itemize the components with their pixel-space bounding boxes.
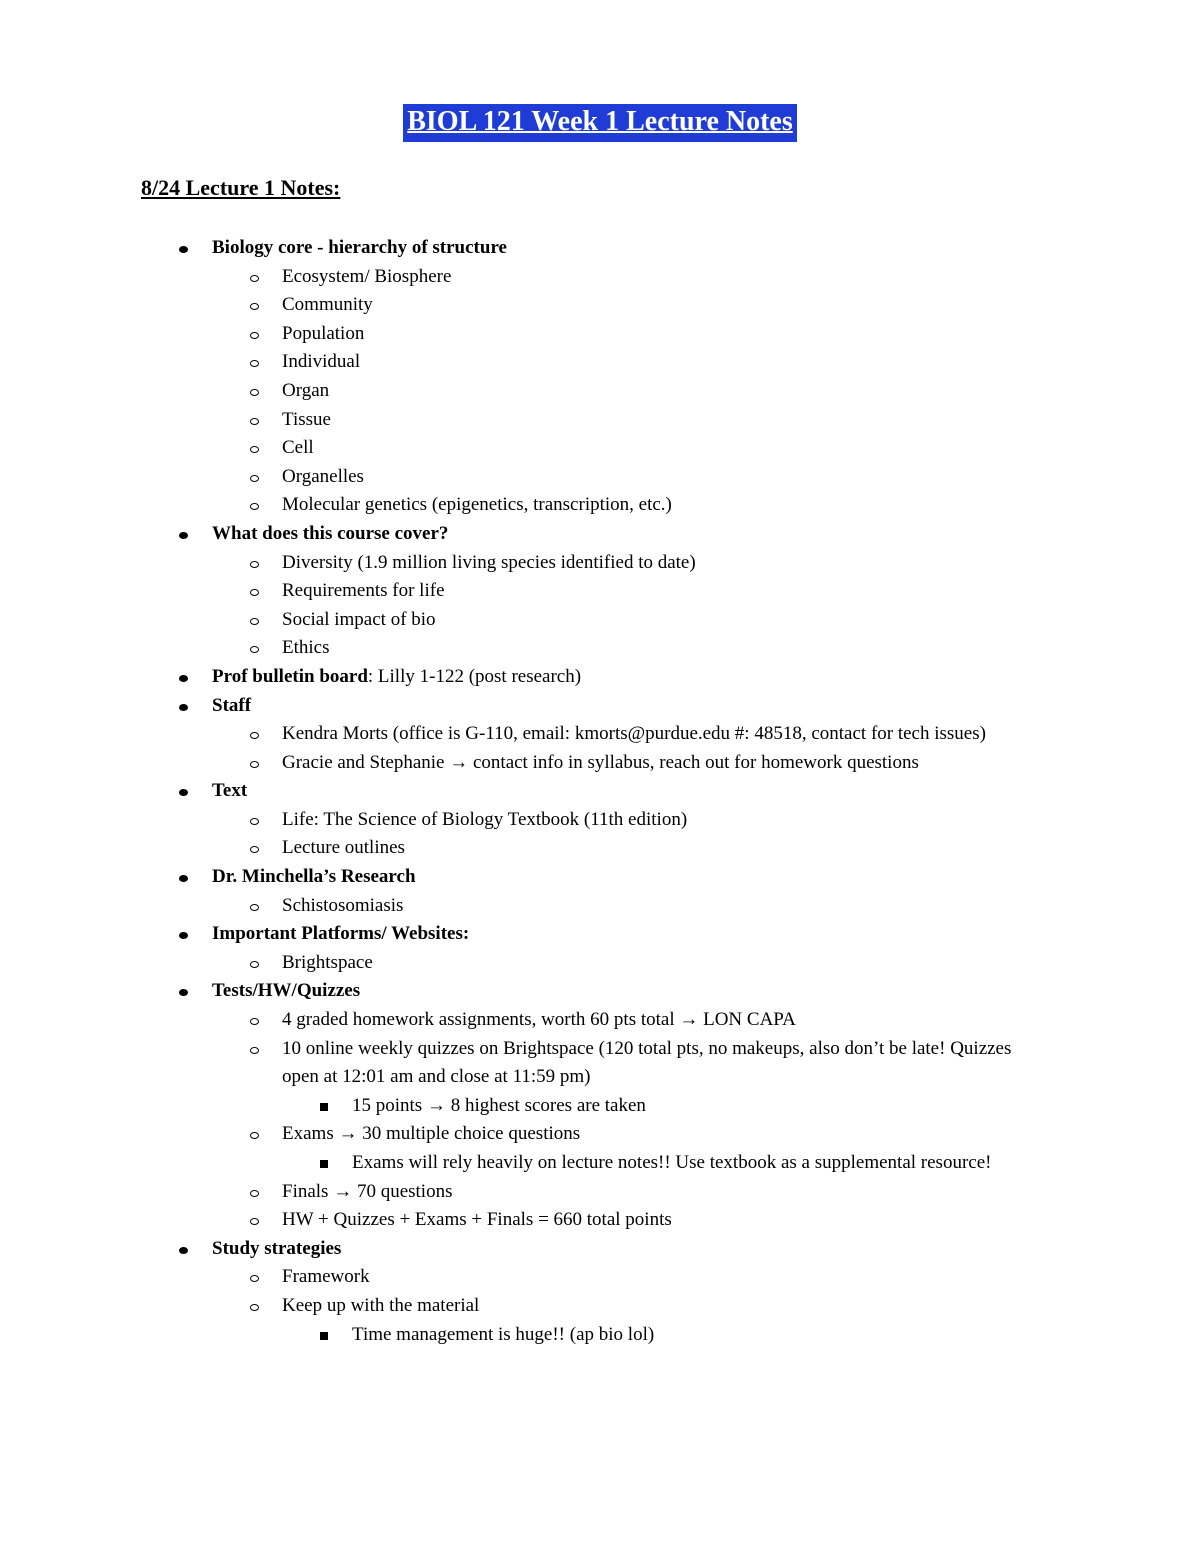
circle-bullet-icon: [239, 1206, 269, 1235]
list-item-text: [212, 977, 1200, 1006]
disc-bullet-icon: [168, 977, 198, 1006]
list-item-plain-text: Lecture outlines: [282, 837, 405, 859]
list-item: [0, 1092, 1200, 1121]
list-item-bold-text: Text: [212, 780, 248, 802]
list-item-text: [282, 348, 1042, 377]
list-item: [0, 406, 1200, 435]
list-item-text: [282, 291, 1042, 320]
list-item-plain-text: Diversity (1.9 million living species identified to date): [282, 551, 696, 573]
list-item-bold-text: Dr. Minchella’s Research: [212, 866, 416, 888]
list-item: [0, 834, 1200, 863]
list-item-text: [282, 1120, 1042, 1149]
square-bullet-icon: [309, 1321, 339, 1350]
list-item-plain-text: Organ: [282, 379, 330, 401]
list-item: [0, 1006, 1200, 1035]
title-wrap: [0, 104, 1200, 142]
bullet-mark: [179, 875, 188, 882]
list-item-plain-text: Requirements for life: [282, 580, 445, 602]
circle-bullet-icon: [239, 1292, 269, 1321]
circle-bullet-icon: [239, 463, 269, 492]
list-item-text: [282, 491, 1042, 520]
circle-bullet-icon: [239, 406, 269, 435]
list-item-text: [212, 234, 1200, 263]
list-item: [0, 720, 1200, 749]
list-item-text: [282, 720, 1042, 749]
list-item-text: [282, 434, 1042, 463]
list-item-plain-text: Ethics: [282, 637, 330, 659]
list-item-plain-text: Exams will rely heavily on lecture notes!! Use textbook as a supplemental resource!: [352, 1152, 992, 1173]
bullet-mark: [250, 389, 259, 396]
circle-bullet-icon: [239, 263, 269, 292]
list-item-plain-text: Brightspace: [282, 951, 373, 973]
square-bullet-icon: [309, 1092, 339, 1121]
disc-bullet-icon: [168, 520, 198, 549]
list-item: [0, 863, 1200, 892]
list-item-plain-text: Kendra Morts (office is G-110, email: kmorts@purdue.edu #: 48518, contact for tech issues): [282, 723, 986, 745]
list-item: [0, 1178, 1200, 1207]
list-item-plain-text: 10 online weekly quizzes on Brightspace (120 total pts, no makeups, also don’t be late! Quizzes open at 12:01 am and close at 11:59 pm): [282, 1037, 1012, 1088]
bullet-mark: [250, 503, 259, 510]
bullet-mark: [250, 418, 259, 425]
list-item: [0, 1292, 1200, 1321]
list-item-text: [282, 606, 1042, 635]
list-item-plain-text: Population: [282, 322, 365, 344]
list-item-plain-text: Keep up with the material: [282, 1294, 480, 1316]
list-item-plain-text: Social impact of bio: [282, 608, 436, 630]
bullet-mark: [250, 475, 259, 482]
list-item: [0, 663, 1200, 692]
bullet-mark: [250, 589, 259, 596]
bullet-mark: [179, 246, 188, 253]
list-item-text: [282, 549, 1042, 578]
list-item-plain-text: Ecosystem/ Biosphere: [282, 265, 452, 287]
bullet-mark: [250, 646, 259, 653]
bullet-mark: [250, 1018, 259, 1025]
list-item: [0, 777, 1200, 806]
list-item-plain-text: 4 graded homework assignments, worth 60 pts total → LON CAPA: [282, 1009, 796, 1031]
circle-bullet-icon: [239, 720, 269, 749]
list-item: [0, 806, 1200, 835]
bullet-mark: [250, 1132, 259, 1139]
list-item-text: [282, 949, 1042, 978]
list-item: [0, 1235, 1200, 1264]
list-item-text: [282, 1292, 1042, 1321]
list-item-text: [282, 377, 1042, 406]
bullet-mark: [179, 1247, 188, 1254]
list-item-plain-text: 15 points → 8 highest scores are taken: [352, 1094, 646, 1116]
list-item-text: [282, 577, 1042, 606]
list-item: [0, 606, 1200, 635]
circle-bullet-icon: [239, 348, 269, 377]
disc-bullet-icon: [168, 234, 198, 263]
circle-bullet-icon: [239, 749, 269, 778]
list-item: [0, 234, 1200, 263]
list-item: [0, 977, 1200, 1006]
circle-bullet-icon: [239, 606, 269, 635]
list-item-text: [212, 1235, 1200, 1264]
list-item: [0, 263, 1200, 292]
bullet-mark: [250, 1218, 259, 1225]
list-item-plain-text: Framework: [282, 1266, 370, 1288]
bullet-mark: [179, 675, 188, 682]
list-item-plain-text: Exams → 30 multiple choice questions: [282, 1123, 581, 1145]
bullet-mark: [250, 1190, 259, 1197]
list-item: [0, 577, 1200, 606]
circle-bullet-icon: [239, 1178, 269, 1207]
list-item-bold-text: Tests/HW/Quizzes: [212, 980, 361, 1002]
circle-bullet-icon: [239, 377, 269, 406]
list-item-bold-text: Important Platforms/ Websites:: [212, 923, 470, 945]
list-item: [0, 1149, 1200, 1178]
bullet-mark: [250, 732, 259, 739]
list-item-plain-text: Time management is huge!! (ap bio lol): [352, 1323, 655, 1345]
disc-bullet-icon: [168, 777, 198, 806]
list-item: [0, 1206, 1200, 1235]
list-item-plain-text: HW + Quizzes + Exams + Finals = 660 total points: [282, 1209, 672, 1231]
list-item-text: [282, 806, 1042, 835]
list-item-plain-text: Organelles: [282, 465, 364, 487]
circle-bullet-icon: [239, 1035, 269, 1064]
list-item-plain-text: Gracie and Stephanie → contact info in syllabus, reach out for homework questions: [282, 751, 919, 773]
bullet-mark: [179, 932, 188, 939]
list-item: [0, 634, 1200, 663]
bullet-mark: [250, 818, 259, 825]
circle-bullet-icon: [239, 834, 269, 863]
circle-bullet-icon: [239, 577, 269, 606]
circle-bullet-icon: [239, 634, 269, 663]
circle-bullet-icon: [239, 320, 269, 349]
bullet-mark: [250, 360, 259, 367]
list-item-plain-text: Individual: [282, 351, 361, 373]
list-item-text: [212, 663, 1200, 692]
list-item-plain-text: Schistosomiasis: [282, 894, 404, 916]
list-item: [0, 692, 1200, 721]
bullet-mark: [320, 1103, 328, 1111]
list-item: [0, 920, 1200, 949]
bullet-mark: [320, 1160, 328, 1168]
list-item-text: [212, 920, 1200, 949]
disc-bullet-icon: [168, 863, 198, 892]
bullet-mark: [250, 1304, 259, 1311]
bullet-mark: [250, 618, 259, 625]
bullet-mark: [250, 275, 259, 282]
list-item-text: [352, 1149, 1012, 1178]
circle-bullet-icon: [239, 1263, 269, 1292]
list-item-plain-text: Molecular genetics (epigenetics, transcription, etc.): [282, 494, 672, 516]
bullet-mark: [250, 761, 259, 768]
list-item-text: [212, 777, 1200, 806]
list-item-bold-text: Biology core - hierarchy of structure: [212, 237, 507, 258]
list-item: [0, 320, 1200, 349]
square-bullet-icon: [309, 1149, 339, 1178]
list-item: [0, 520, 1200, 549]
list-item: [0, 377, 1200, 406]
bullet-mark: [179, 989, 188, 996]
list-item: [0, 434, 1200, 463]
list-item-text: [282, 834, 1042, 863]
circle-bullet-icon: [239, 892, 269, 921]
list-item-text: [282, 634, 1042, 663]
circle-bullet-icon: [239, 491, 269, 520]
list-item-text: [282, 1178, 1042, 1207]
list-item-text: [282, 463, 1042, 492]
bullet-mark: [250, 961, 259, 968]
bullet-mark: [250, 561, 259, 568]
document-title: [403, 104, 797, 142]
list-item: [0, 491, 1200, 520]
bullet-mark: [320, 1332, 328, 1340]
bullet-mark: [250, 904, 259, 911]
section-heading: 8/24 Lecture 1 Notes:: [141, 175, 341, 200]
list-item-text: [282, 892, 1042, 921]
list-item-text: [212, 863, 1200, 892]
list-item-plain-text: Community: [282, 294, 373, 316]
list-item-text: [352, 1321, 1012, 1350]
circle-bullet-icon: [239, 1006, 269, 1035]
circle-bullet-icon: [239, 291, 269, 320]
bullet-mark: [250, 332, 259, 339]
disc-bullet-icon: [168, 663, 198, 692]
circle-bullet-icon: [239, 549, 269, 578]
disc-bullet-icon: [168, 692, 198, 721]
list-item-plain-text: Finals → 70 questions: [282, 1180, 453, 1202]
document-title-text: BIOL 121 Week 1 Lecture Notes: [407, 106, 793, 137]
bullet-mark: [250, 1275, 259, 1282]
circle-bullet-icon: [239, 949, 269, 978]
list-item: [0, 549, 1200, 578]
list-item-bold-text: Study strategies: [212, 1237, 342, 1259]
list-item: [0, 348, 1200, 377]
list-item: [0, 1321, 1200, 1350]
list-item-text: [282, 1035, 1042, 1092]
list-item: [0, 1120, 1200, 1149]
list-item-text: [282, 749, 1042, 778]
list-item-bold-text: Staff: [212, 694, 252, 716]
list-item: [0, 949, 1200, 978]
bullet-mark: [179, 532, 188, 539]
list-item-plain-text: Tissue: [282, 408, 331, 430]
list-item-text: [282, 1206, 1042, 1235]
list-item-text: [212, 520, 1200, 549]
notes-list: [0, 234, 1200, 1349]
list-item-text: [282, 320, 1042, 349]
list-item-plain-text: Life: The Science of Biology Textbook (11th edition): [282, 808, 688, 830]
bullet-mark: [179, 789, 188, 796]
list-item: [0, 1263, 1200, 1292]
list-item-plain-text: : Lilly 1-122 (post research): [367, 665, 582, 687]
bullet-mark: [250, 1047, 259, 1054]
bullet-mark: [250, 446, 259, 453]
circle-bullet-icon: [239, 434, 269, 463]
bullet-mark: [179, 704, 188, 711]
list-item-text: [282, 1006, 1042, 1035]
list-item: [0, 892, 1200, 921]
list-item-text: [212, 692, 1200, 721]
list-item-bold-text: What does this course cover?: [212, 522, 449, 544]
list-item-plain-text: Cell: [282, 437, 314, 459]
list-item-text: [282, 1263, 1042, 1292]
disc-bullet-icon: [168, 1235, 198, 1264]
circle-bullet-icon: [239, 806, 269, 835]
bullet-mark: [250, 846, 259, 853]
list-item: [0, 291, 1200, 320]
bullet-mark: [250, 303, 259, 310]
list-item: [0, 463, 1200, 492]
list-item-text: [352, 1092, 1012, 1121]
disc-bullet-icon: [168, 920, 198, 949]
list-item-text: [282, 406, 1042, 435]
list-item-text: [282, 263, 1042, 292]
circle-bullet-icon: [239, 1120, 269, 1149]
list-item: [0, 1035, 1200, 1092]
list-item-bold-text: Prof bulletin board: [212, 665, 368, 687]
list-item: [0, 749, 1200, 778]
